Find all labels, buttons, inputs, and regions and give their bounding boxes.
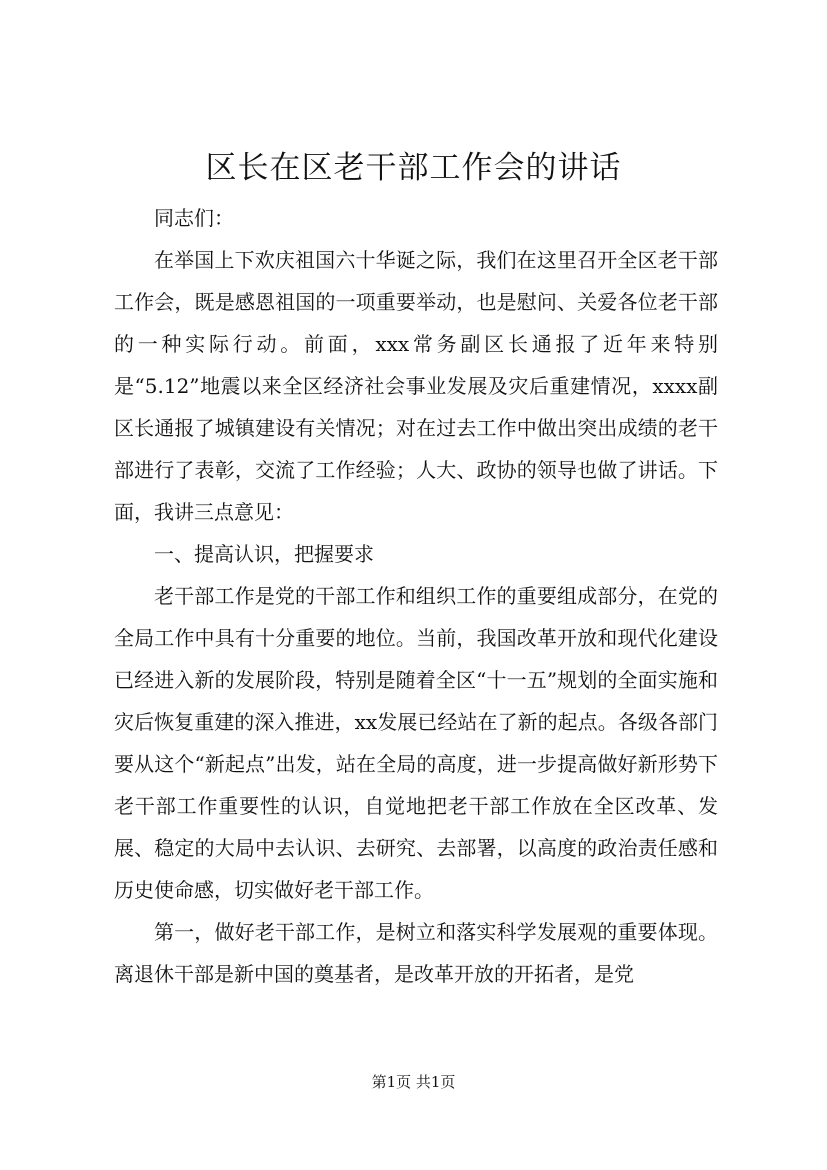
body-paragraph: 在举国上下欢庆祖国六十华诞之际，我们在这里召开全区老干部工作会，既是感恩祖国的一项重要举动，也是慰问、关爱各位老干部的一种实际行动。前面，xxx常务副区长通报了近年来特别是“5.12”地震以来全区经济社会事业发展及灾后重建情况，xxxx副区长通报了城镇建设有关情况；对在过去工作中做出突出成绩的老干部进行了表彰，交流了工作经验；人大、政协的领导也做了讲话。下面，我讲三点意见： — [114, 248, 718, 524]
body-paragraph: 第一，做好老干部工作，是树立和落实科学发展观的重要体现。离退休干部是新中国的奠基者，是改革开放的开拓者，是党 — [114, 920, 718, 986]
document-body — [114, 197, 718, 995]
document-title: 区长在区老干部工作会的讲话 — [205, 150, 622, 186]
section-heading: 一、提高认识，把握要求 — [154, 542, 374, 566]
salutation-paragraph: 同志们： — [154, 206, 234, 230]
page-number-footer: 第1页 共1页 — [371, 1073, 456, 1091]
body-paragraph: 老干部工作是党的干部工作和组织工作的重要组成部分，在党的全局工作中具有十分重要的地位。当前，我国改革开放和现代化建设已经进入新的发展阶段，特别是随着全区“十一五”规划的全面实施和灾后恢复重建的深入推进，xx发展已经站在了新的起点。各级各部门要从这个“新起点”出发，站在全局的高度，进一步提高做好新形势下老干部工作重要性的认识，自觉地把老干部工作放在全区改革、发展、稳定的大局中去认识、去研究、去部署，以高度的政治责任感和历史使命感，切实做好老干部工作。 — [114, 584, 718, 902]
